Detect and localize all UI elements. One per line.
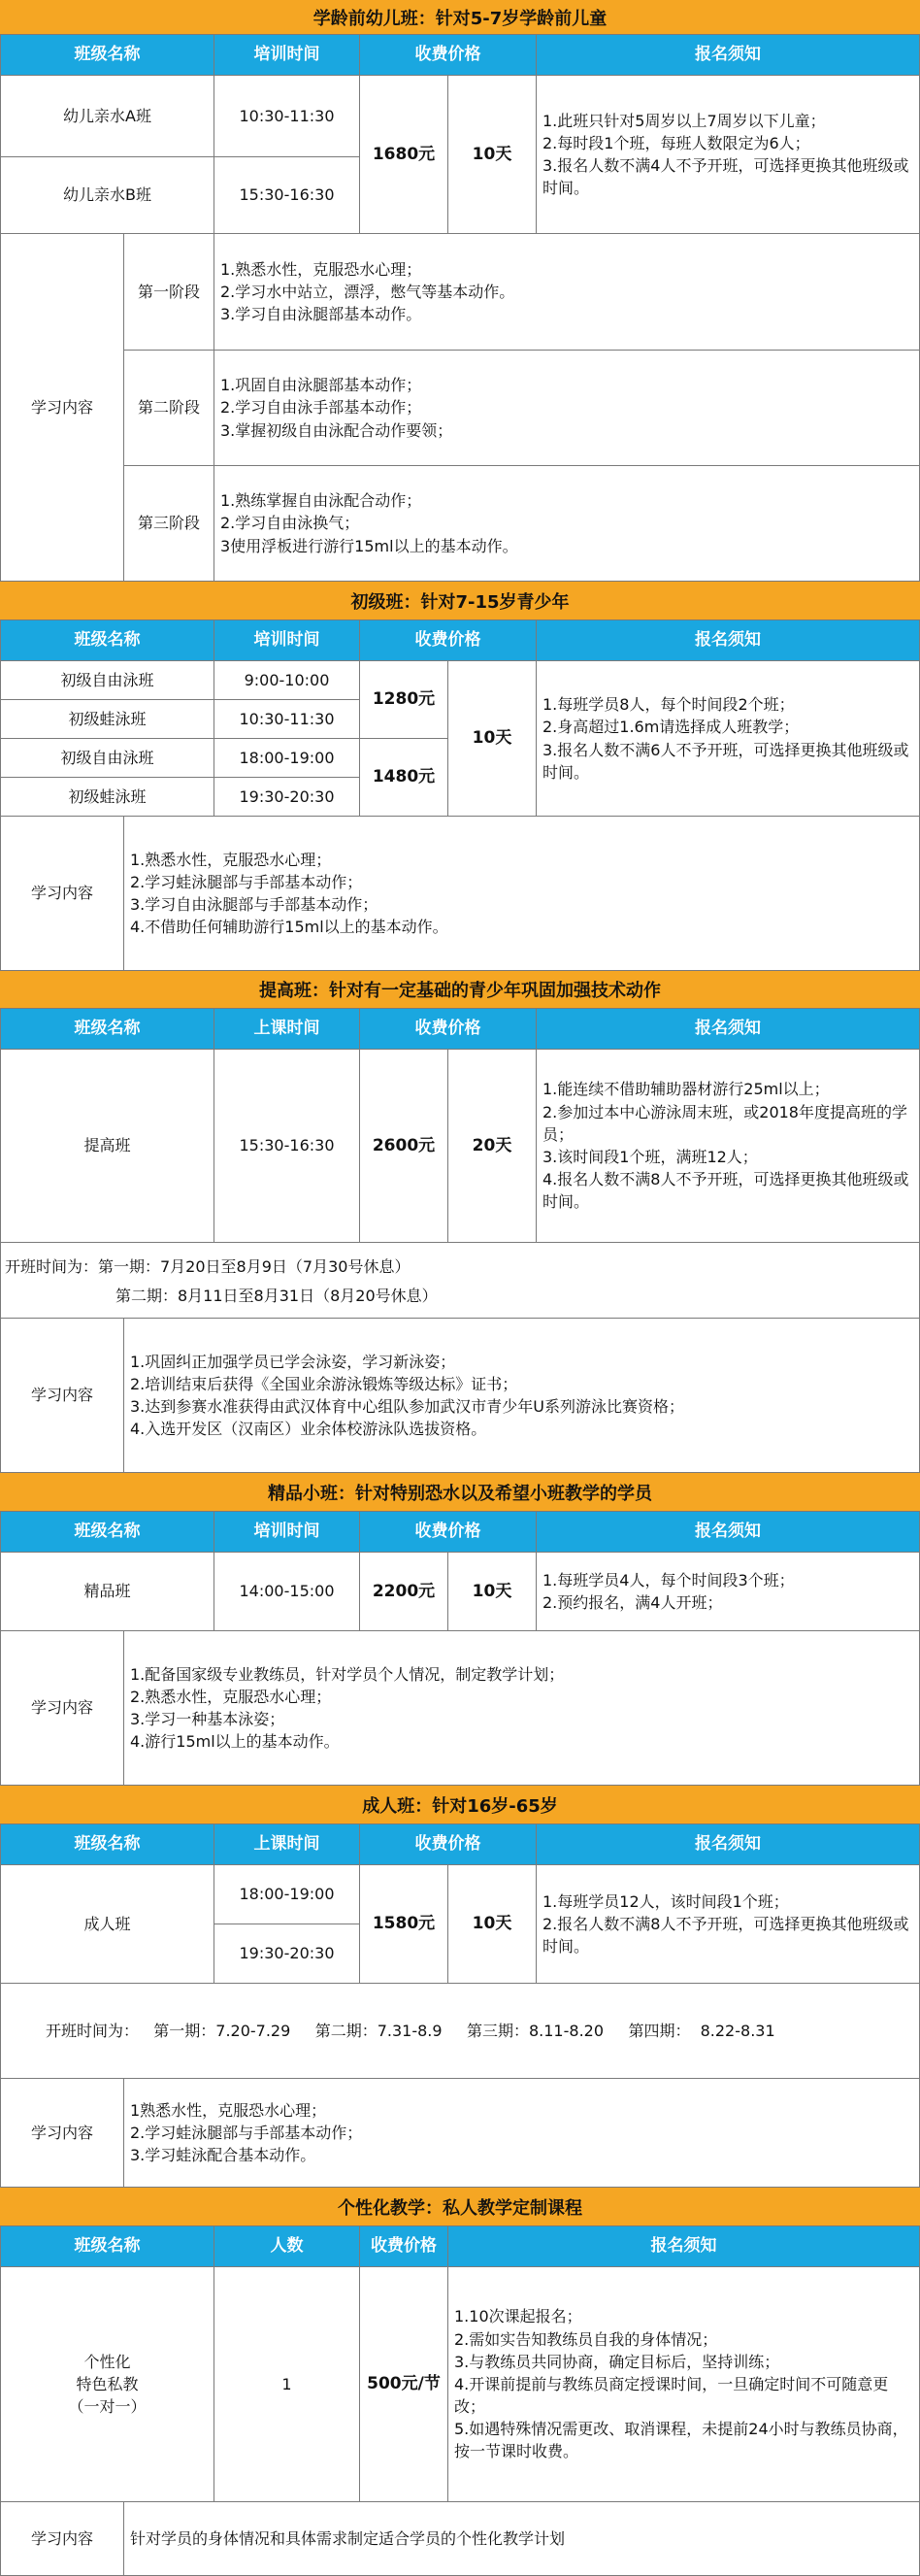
premium-class: 精品班	[0, 1553, 214, 1631]
stage-2-item-2: 2.学习自由泳手部基本动作；	[220, 398, 422, 418]
junior-header-price: 收费价格	[360, 620, 537, 661]
adult-time-2: 19:30-20:30	[214, 1924, 360, 1984]
preschool-note-3: 3.报名人数不满4人不予开班，可选择更换其他班级或时间。	[542, 156, 909, 198]
advanced-schedule	[0, 1243, 920, 1319]
premium-notes	[537, 1553, 920, 1631]
junior-content-label: 学习内容	[0, 817, 124, 971]
preschool-stage-1-name: 第一阶段	[124, 234, 214, 351]
adult-notes	[537, 1865, 920, 1984]
adult-schedule: 开班时间为： 第一期：7.20-7.29 第二期：7.31-8.9 第三期：8.11-8.20 第四期： 8.22-8.31	[0, 1984, 920, 2079]
premium-content-2: 2.熟悉水性，克服恐水心理；	[130, 1687, 332, 1706]
adult-class: 成人班	[0, 1865, 214, 1984]
adult-content-2: 2.学习蛙泳腿部与手部基本动作；	[130, 2123, 363, 2142]
adult-header-notes: 报名须知	[537, 1824, 920, 1865]
junior-price-morning: 1280元	[360, 661, 448, 739]
private-count: 1	[214, 2267, 360, 2502]
private-notes	[448, 2267, 920, 2502]
premium-header-time: 培训时间	[214, 1512, 360, 1553]
preschool-notes	[537, 76, 920, 234]
stage-3-item-2: 2.学习自由泳换气；	[220, 514, 360, 533]
advanced-content-4: 4.入选开发区（汉南区）业余体校游泳队选拔资格。	[130, 1420, 487, 1439]
adult-header-price: 收费价格	[360, 1824, 537, 1865]
preschool-header-class: 班级名称	[0, 35, 214, 76]
adult-content-label: 学习内容	[0, 2079, 124, 2188]
junior-note-2: 2.身高超过1.6m请选择成人班教学；	[542, 718, 800, 737]
preschool-stage-2-items	[214, 351, 920, 466]
junior-time-4: 19:30-20:30	[214, 778, 360, 817]
junior-time-3: 18:00-19:00	[214, 739, 360, 778]
advanced-content	[124, 1319, 920, 1473]
premium-header-price: 收费价格	[360, 1512, 537, 1553]
premium-header-notes: 报名须知	[537, 1512, 920, 1553]
junior-class-4: 初级蛙泳班	[0, 778, 214, 817]
private-header-notes: 报名须知	[448, 2226, 920, 2267]
premium-time: 14:00-15:00	[214, 1553, 360, 1631]
preschool-stage-3-items	[214, 466, 920, 582]
junior-notes	[537, 661, 920, 817]
advanced-banner: 提高班：针对有一定基础的青少年巩固加强技术动作	[0, 971, 920, 1009]
preschool-header-price: 收费价格	[360, 35, 537, 76]
stage-2-item-3: 3.掌握初级自由泳配合动作要领；	[220, 420, 453, 440]
private-header-class: 班级名称	[0, 2226, 214, 2267]
preschool-stage-2-name: 第二阶段	[124, 351, 214, 466]
private-note-5: 5.如遇特殊情况需更改、取消课程，未提前24小时与教练员协商，按一节课时收费。	[454, 2420, 908, 2461]
adult-days: 10天	[448, 1865, 537, 1984]
junior-time-2: 10:30-11:30	[214, 700, 360, 739]
premium-note-1: 1.每班学员4人，每个时间段3个班；	[542, 1570, 795, 1589]
stage-3-item-1: 1.熟练掌握自由泳配合动作；	[220, 491, 422, 511]
private-class-line-2: 特色私教	[76, 2374, 139, 2393]
stage-1-item-3: 3.学习自由泳腿部基本动作。	[220, 305, 422, 324]
junior-content-1: 1.熟悉水性，克服恐水心理；	[130, 850, 332, 869]
junior-content	[124, 817, 920, 971]
preschool-stage-1-items	[214, 234, 920, 351]
premium-content-4: 4.游行15ml以上的基本动作。	[130, 1732, 340, 1752]
junior-banner: 初级班：针对7-15岁青少年	[0, 582, 920, 620]
junior-content-4: 4.不借助任何辅助游行15ml以上的基本动作。	[130, 918, 448, 937]
advanced-content-2: 2.培训结束后获得《全国业余游泳锻炼等级达标》证书；	[130, 1374, 518, 1393]
junior-days: 10天	[448, 661, 537, 817]
preschool-note-1: 1.此班只针对5周岁以上7周岁以下儿童；	[542, 111, 826, 130]
junior-class-2: 初级蛙泳班	[0, 700, 214, 739]
preschool-time-b: 15:30-16:30	[214, 157, 360, 234]
junior-content-3: 3.学习自由泳腿部与手部基本动作；	[130, 895, 378, 914]
private-header-price: 收费价格	[360, 2226, 448, 2267]
private-content: 针对学员的身体情况和具体需求制定适合学员的个性化教学计划	[124, 2502, 920, 2576]
junior-note-3: 3.报名人数不满6人不予开班，可选择更换其他班级或时间。	[542, 740, 909, 782]
advanced-header-notes: 报名须知	[537, 1009, 920, 1050]
private-note-1: 1.10次课起报名；	[454, 2307, 582, 2326]
premium-content-label: 学习内容	[0, 1631, 124, 1786]
junior-time-1: 9:00-10:00	[214, 661, 360, 700]
advanced-notes	[537, 1050, 920, 1243]
advanced-schedule-line-2: 第二期：8月11日至8月31日（8月20号休息）	[115, 1287, 438, 1305]
preschool-header-notes: 报名须知	[537, 35, 920, 76]
adult-note-2: 2.报名人数不满8人不予开班，可选择更换其他班级或时间。	[542, 1914, 909, 1957]
adult-price: 1580元	[360, 1865, 448, 1984]
preschool-price: 1680元	[360, 76, 448, 234]
preschool-content-label: 学习内容	[0, 234, 124, 582]
premium-header-class: 班级名称	[0, 1512, 214, 1553]
junior-class-1: 初级自由泳班	[0, 661, 214, 700]
preschool-note-2: 2.每时段1个班，每班人数限定为6人；	[542, 133, 810, 152]
adult-content-1: 1熟悉水性，克服恐水心理；	[130, 2100, 327, 2120]
private-class-line-1: 个性化	[83, 2352, 131, 2371]
preschool-time-a: 10:30-11:30	[214, 76, 360, 157]
advanced-content-3: 3.达到参赛水准获得由武汉体育中心组队参加武汉市青少年U系列游泳比赛资格；	[130, 1397, 684, 1416]
advanced-content-label: 学习内容	[0, 1319, 124, 1473]
private-note-4: 4.开课前提前与教练员商定授课时间，一旦确定时间不可随意更改；	[454, 2374, 889, 2417]
advanced-time: 15:30-16:30	[214, 1050, 360, 1243]
advanced-class: 提高班	[0, 1050, 214, 1243]
premium-days: 10天	[448, 1553, 537, 1631]
private-class-line-3: （一对一）	[68, 2397, 147, 2417]
private-content-label: 学习内容	[0, 2502, 124, 2576]
private-header-count: 人数	[214, 2226, 360, 2267]
preschool-class-b: 幼儿亲水B班	[0, 157, 214, 234]
advanced-note-2: 2.参加过本中心游泳周末班，或2018年度提高班的学员；	[542, 1102, 907, 1144]
stage-3-item-3: 3使用浮板进行游行15ml以上的基本动作。	[220, 536, 518, 555]
private-class	[0, 2267, 214, 2502]
advanced-content-1: 1.巩固纠正加强学员已学会泳姿，学习新泳姿；	[130, 1352, 456, 1371]
private-note-3: 3.与教练员共同协商，确定目标后，坚持训练；	[454, 2352, 780, 2371]
adult-note-1: 1.每班学员12人，该时间段1个班；	[542, 1891, 789, 1911]
advanced-schedule-line-1: 开班时间为：第一期：7月20日至8月9日（7月30号休息）	[5, 1257, 411, 1276]
advanced-note-3: 3.该时间段1个班，满班12人；	[542, 1148, 758, 1166]
adult-banner: 成人班：针对16岁-65岁	[0, 1786, 920, 1824]
preschool-days: 10天	[448, 76, 537, 234]
premium-content	[124, 1631, 920, 1786]
premium-price: 2200元	[360, 1553, 448, 1631]
preschool-stage-3-name: 第三阶段	[124, 466, 214, 582]
advanced-header-price: 收费价格	[360, 1009, 537, 1050]
advanced-note-1: 1.能连续不借助辅助器材游行25ml以上；	[542, 1080, 830, 1099]
advanced-header-time: 上课时间	[214, 1009, 360, 1050]
junior-header-notes: 报名须知	[537, 620, 920, 661]
advanced-price: 2600元	[360, 1050, 448, 1243]
junior-content-2: 2.学习蛙泳腿部与手部基本动作；	[130, 872, 363, 891]
adult-header-class: 班级名称	[0, 1824, 214, 1865]
preschool-class-a: 幼儿亲水A班	[0, 76, 214, 157]
junior-header-class: 班级名称	[0, 620, 214, 661]
advanced-header-class: 班级名称	[0, 1009, 214, 1050]
preschool-header-time: 培训时间	[214, 35, 360, 76]
junior-class-3: 初级自由泳班	[0, 739, 214, 778]
adult-content	[124, 2079, 920, 2188]
adult-header-time: 上课时间	[214, 1824, 360, 1865]
premium-content-3: 3.学习一种基本泳姿；	[130, 1710, 285, 1728]
premium-content-1: 1.配备国家级专业教练员，针对学员个人情况，制定教学计划；	[130, 1664, 565, 1684]
premium-banner: 精品小班：针对特别恐水以及希望小班教学的学员	[0, 1473, 920, 1512]
private-banner: 个性化教学：私人教学定制课程	[0, 2188, 920, 2226]
adult-time-1: 18:00-19:00	[214, 1865, 360, 1924]
premium-note-2: 2.预约报名，满4人开班；	[542, 1593, 723, 1612]
junior-note-1: 1.每班学员8人，每个时间段2个班；	[542, 695, 795, 715]
advanced-days: 20天	[448, 1050, 537, 1243]
stage-1-item-1: 1.熟悉水性，克服恐水心理；	[220, 259, 422, 279]
private-note-2: 2.需如实告知教练员自我的身体情况；	[454, 2329, 718, 2349]
preschool-banner: 学龄前幼儿班：针对5-7岁学龄前儿童	[0, 0, 920, 35]
stage-1-item-2: 2.学习水中站立，漂浮，憋气等基本动作。	[220, 282, 515, 301]
junior-price-evening: 1480元	[360, 739, 448, 817]
adult-content-3: 3.学习蛙泳配合基本动作。	[130, 2146, 316, 2165]
stage-2-item-1: 1.巩固自由泳腿部基本动作；	[220, 376, 422, 395]
junior-header-time: 培训时间	[214, 620, 360, 661]
advanced-note-4: 4.报名人数不满8人不予开班，可选择更换其他班级或时间。	[542, 1170, 909, 1212]
private-price: 500元/节	[360, 2267, 448, 2502]
